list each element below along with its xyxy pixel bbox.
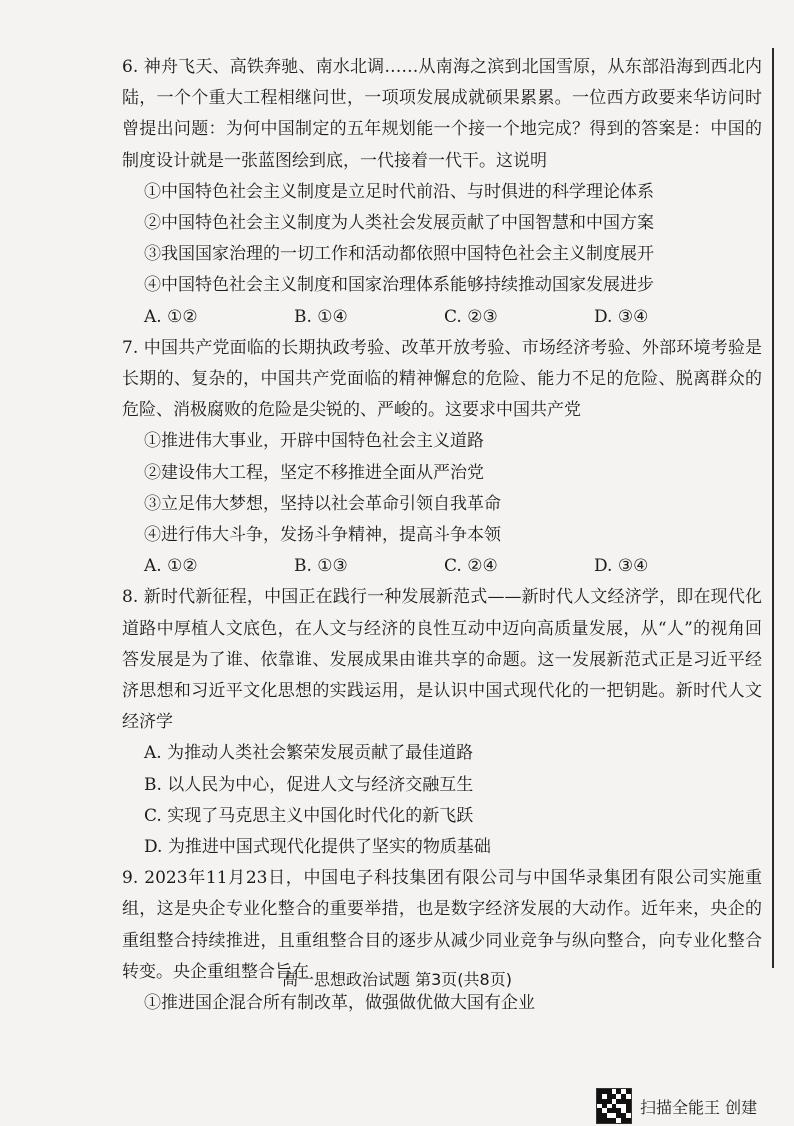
question-9-stem: 9. 2023年11月23日，中国电子科技集团有限公司与中国华录集团有限公司实施重组，这是央企专业化整合的重要举措，也是数字经济发展的大动作。近年来，央企的重组整合持续推进，且重组整合目的逐步从减少同业竞争与纵向整合，向专业化整合转变。央企重组整合旨在 [122, 868, 762, 982]
question-8-choice-c: C. 实现了马克思主义中国化时代化的新飞跃 [144, 805, 474, 826]
question-8-choice-b: B. 以人民为中心，促进人文与经济交融互生 [144, 774, 474, 795]
question-6-choice-a: A. ①② [144, 306, 198, 327]
question-6-statement-1: ①中国特色社会主义制度是立足时代前沿、与时俱进的科学理论体系 [144, 181, 654, 202]
question-6-choices [122, 302, 762, 333]
question-6-stem: 6. 神舟飞天、高铁奔驰、南水北调……从南海之滨到北国雪原，从东部沿海到西北内陆，一个个重大工程相继问世，一项项发展成就硕果累累。一位西方政要来华访问时曾提出问题：为何中国制定的五年规划能一个接一个地完成？得到的答案是：中国的制度设计就是一张蓝图绘到底，一代接着一代干。这说明 [122, 57, 762, 171]
question-6-choice-c: C. ②③ [444, 306, 498, 327]
question-7-statement-2: ②建设伟大工程，坚定不移推进全面从严治党 [144, 462, 484, 483]
question-8-choice-a: A. 为推动人类社会繁荣发展贡献了最佳道路 [144, 743, 474, 764]
qr-code-icon [596, 1088, 632, 1124]
question-8-stem: 8. 新时代新征程，中国正在践行一种发展新范式——新时代人文经济学，即在现代化道路中厚植人文底色，在人文与经济的良性互动中迈向高质量发展，从“人”的视角回答发展是为了谁、依靠谁、发展成果由谁共享的命题。这一发展新范式正是习近平经济思想和习近平文化思想的实践运用，是认识中国式现代化的一把钥匙。新时代人文经济学 [122, 587, 762, 733]
question-7-choice-d: D. ③④ [594, 556, 649, 577]
question-6-statement-3: ③我国国家治理的一切工作和活动都依照中国特色社会主义制度展开 [144, 244, 654, 265]
question-7 [122, 333, 762, 583]
question-7-stem: 7. 中国共产党面临的长期执政考验、改革开放考验、市场经济考验、外部环境考验是长期的、复杂的，中国共产党面临的精神懈怠的危险、能力不足的危险、脱离群众的危险、消极腐败的危险是尖锐的、严峻的。这要求中国共产党 [122, 337, 762, 421]
scanner-watermark [596, 1086, 757, 1126]
question-6-choice-b: B. ①④ [294, 306, 348, 327]
page-border-line [772, 48, 774, 968]
question-8-choice-d: D. 为推进中国式现代化提供了坚实的物质基础 [144, 837, 491, 858]
question-6-choice-d: D. ③④ [594, 306, 649, 327]
question-7-statement-1: ①推进伟大事业，开辟中国特色社会主义道路 [144, 431, 484, 452]
question-6-statement-2: ②中国特色社会主义制度为人类社会发展贡献了中国智慧和中国方案 [144, 213, 654, 234]
page-footer: 高一思想政治试题 第3页(共8页) [282, 970, 512, 989]
question-9-statement-1: ①推进国企混合所有制改革，做强做优做大国有企业 [144, 993, 535, 1014]
question-9 [122, 863, 762, 1019]
exam-content [122, 52, 762, 1019]
watermark-text: 扫描全能王 创建 [640, 1097, 758, 1117]
question-6-statement-4: ④中国特色社会主义制度和国家治理体系能够持续推动国家发展进步 [144, 275, 654, 296]
question-7-choice-a: A. ①② [144, 556, 198, 577]
question-7-choice-b: B. ①③ [294, 556, 348, 577]
question-7-choices [122, 551, 762, 582]
question-7-choice-c: C. ②④ [444, 556, 498, 577]
question-7-statement-4: ④进行伟大斗争，发扬斗争精神，提高斗争本领 [144, 525, 501, 546]
question-8 [122, 582, 762, 863]
question-7-statement-3: ③立足伟大梦想，坚持以社会革命引领自我革命 [144, 493, 501, 514]
question-6 [122, 52, 762, 333]
